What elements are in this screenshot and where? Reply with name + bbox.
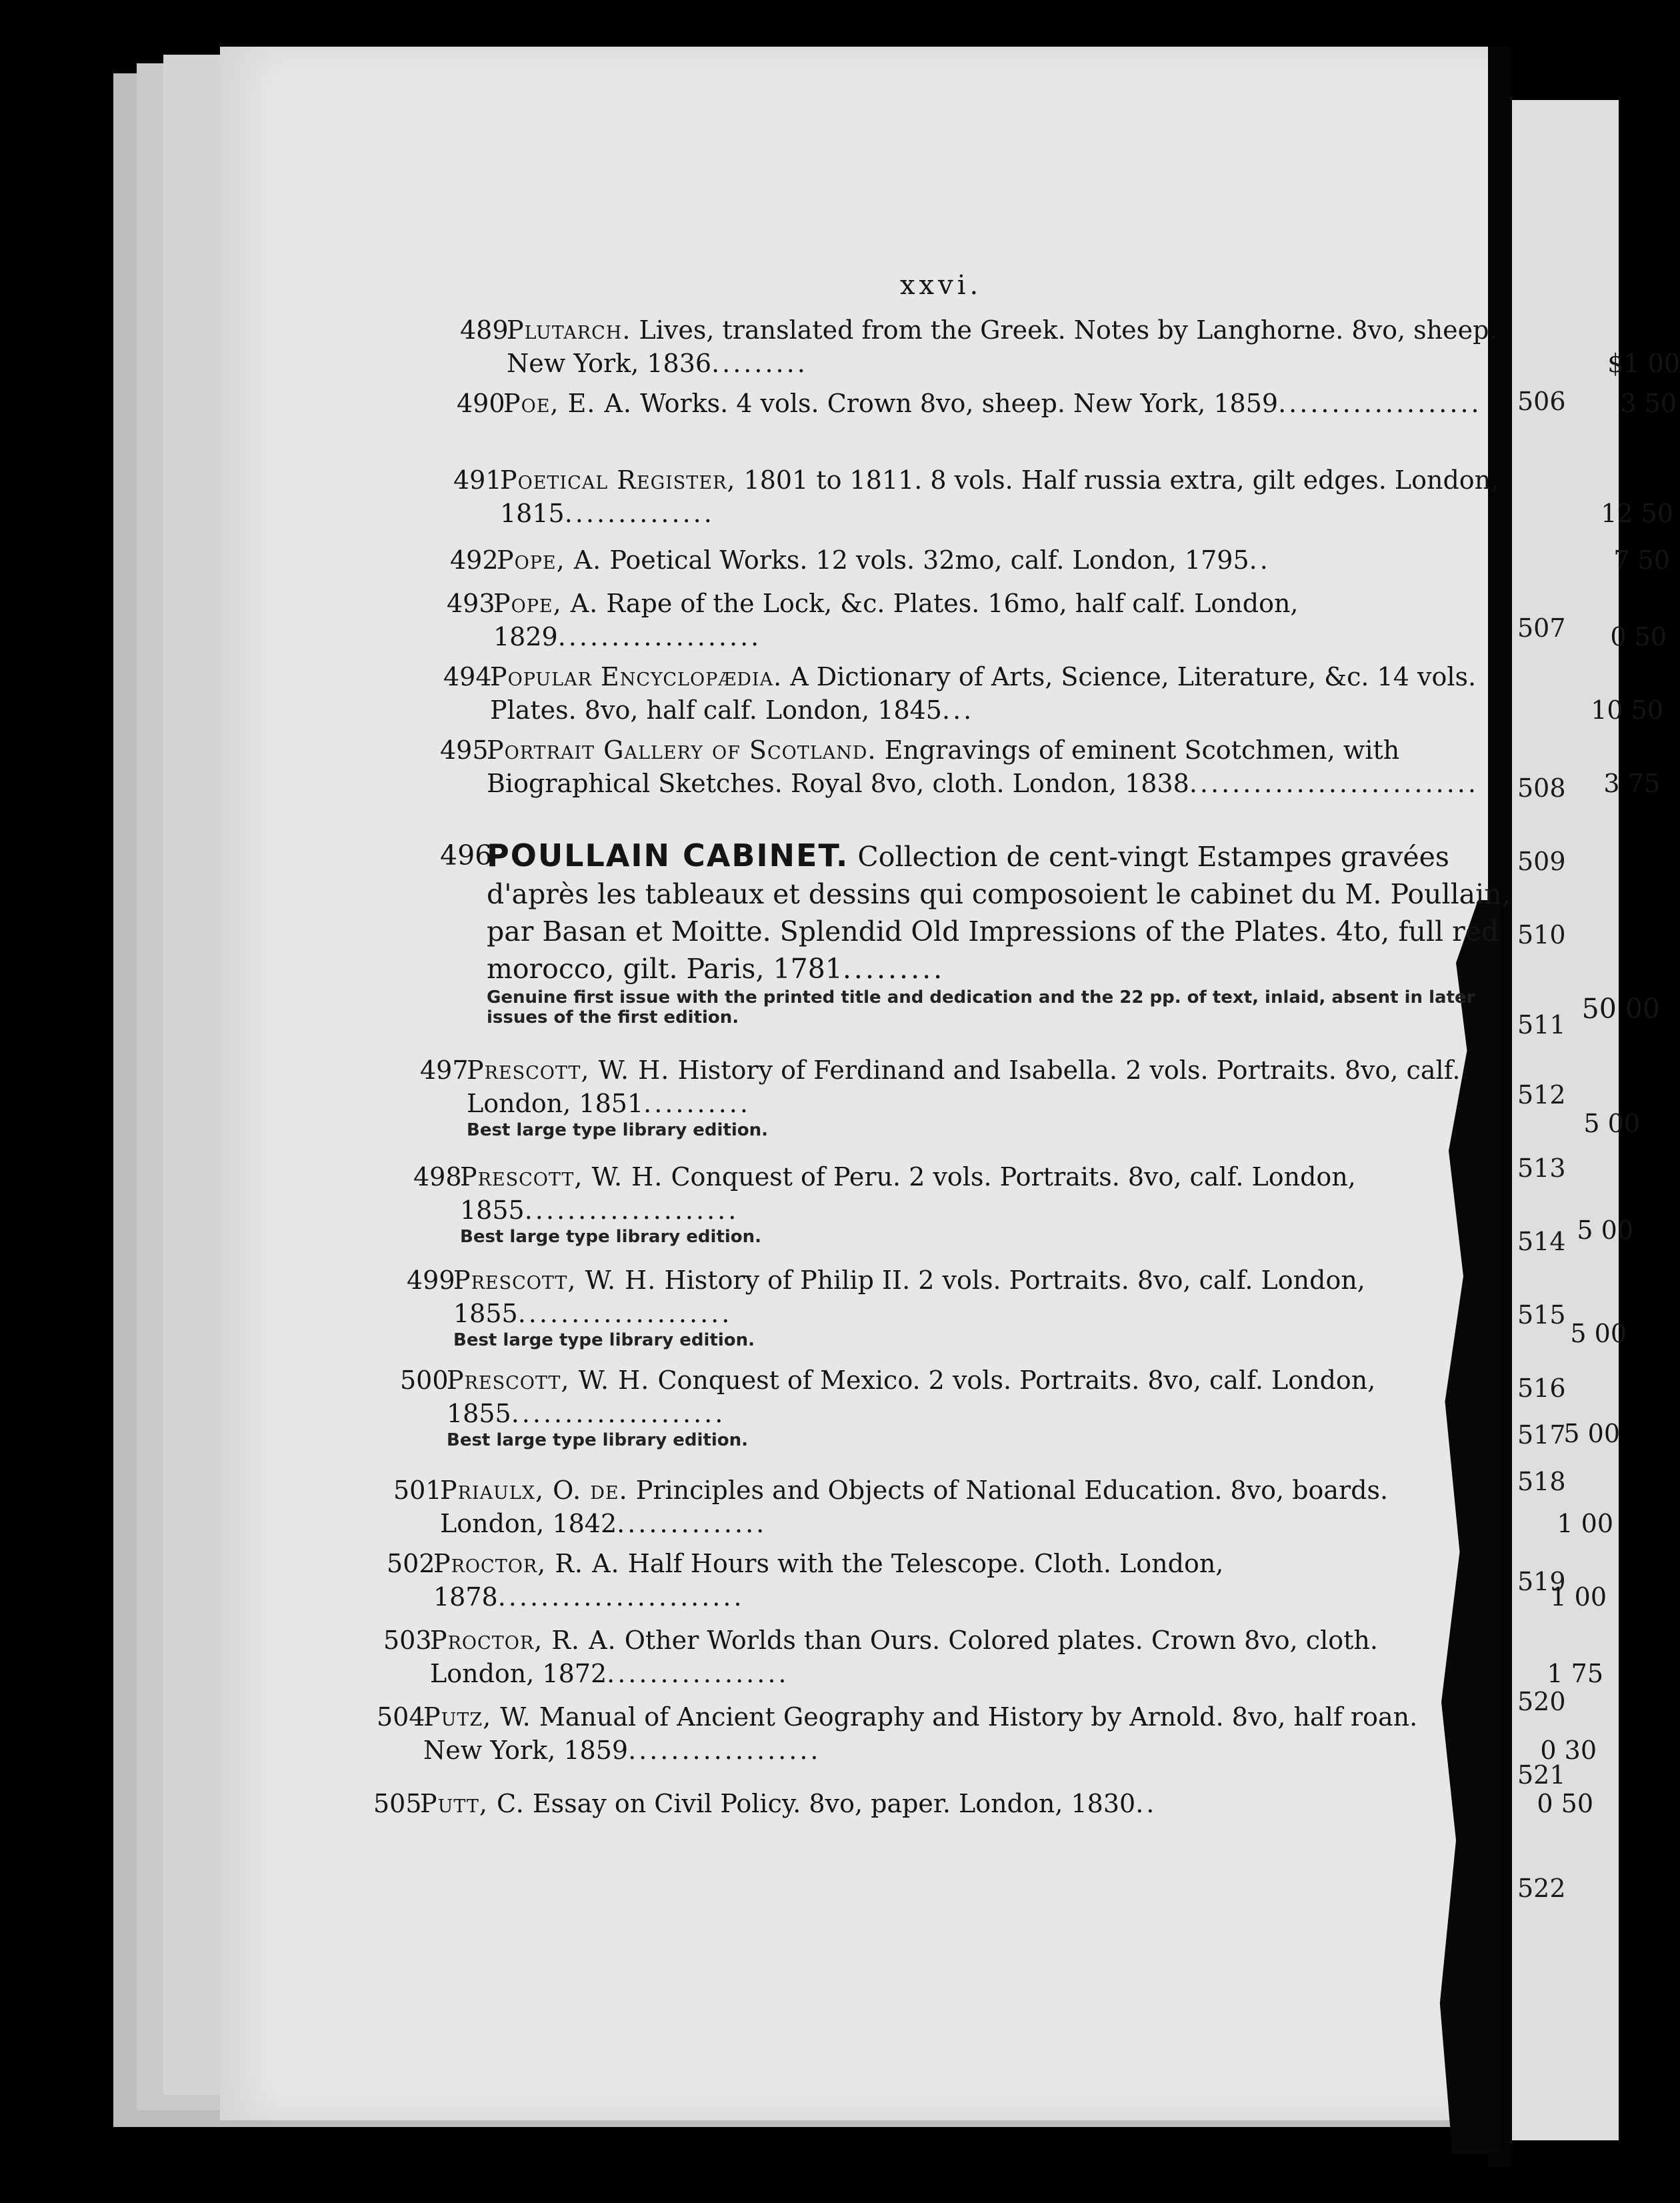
entry-price: 0 50 <box>1537 1789 1593 1818</box>
entry-description: Works. 4 vols. Crown 8vo, sheep. New York, 1859 <box>640 389 1279 418</box>
adjacent-entry-number: 522 <box>1517 1874 1566 1903</box>
entry-description: Conquest of Mexico. 2 vols. Portraits. 8vo, calf. London, 1855 <box>447 1366 1376 1428</box>
entry-price: 5 00 <box>1583 1109 1640 1138</box>
entry-author: Prescott, W. H. <box>467 1055 670 1085</box>
adjacent-entry-number: 508 <box>1517 773 1566 803</box>
entry-description: 1801 to 1811. 8 vols. Half russia extra, gilt edges. London, 1815 <box>500 465 1499 528</box>
entry-author: Pope, A. <box>497 545 602 575</box>
catalog-entry: 494 Popular Encyclopædia. A Dictionary of Arts, Science, Literature, &c. 14 vols. Plates. 8vo, half calf. London, 1845... 10 50 <box>490 660 1537 727</box>
catalog-entry: 502 Proctor, R. A. Half Hours with the Telescope. Cloth. London, 1878....................... 1 00 <box>433 1547 1480 1614</box>
entry-price: 10 50 <box>1591 695 1663 725</box>
catalog-entry: 498 Prescott, W. H. Conquest of Peru. 2 vols. Portraits. 8vo, calf. London, 1855.................... Best large type library edition. 5 00 <box>460 1160 1507 1247</box>
entry-number: 496 <box>440 839 493 871</box>
entry-author: Poe, E. A. <box>503 389 632 418</box>
entry-price: 5 00 <box>1563 1419 1620 1448</box>
entry-author: Putt, C. <box>420 1789 525 1818</box>
entry-description: History of Ferdinand and Isabella. 2 vols. Portraits. 8vo, calf. London, 1851 <box>467 1055 1461 1118</box>
entry-price: 12 50 <box>1601 499 1673 528</box>
adjacent-entry-number: 507 <box>1517 613 1566 643</box>
catalog-entry: 505 Putt, C. Essay on Civil Policy. 8vo, paper. London, 1830.. 0 50 <box>420 1787 1467 1820</box>
entry-description: Poetical Works. 12 vols. 32mo, calf. London, 1795 <box>609 545 1249 575</box>
adjacent-entry-number: 512 <box>1517 1080 1566 1110</box>
entry-description: Conquest of Peru. 2 vols. Portraits. 8vo, calf. London, 1855 <box>460 1162 1356 1225</box>
entry-number: 505 <box>373 1789 422 1818</box>
adjacent-entry-number: 511 <box>1517 1010 1566 1039</box>
adjacent-entry-number: 514 <box>1517 1227 1566 1256</box>
entry-number: 490 <box>457 389 505 418</box>
entry-author: Popular Encyclopædia. <box>490 662 783 691</box>
entry-author: POULLAIN CABINET. <box>487 837 849 873</box>
entry-note: Best large type library edition. <box>453 1330 755 1350</box>
entry-number: 502 <box>387 1549 435 1578</box>
catalog-entry: 500 Prescott, W. H. Conquest of Mexico. 2 vols. Portraits. 8vo, calf. London, 1855.................... Best large type library edition. 5 00 <box>447 1364 1493 1450</box>
entry-price: $1 00 <box>1607 349 1680 378</box>
catalog-entry: 491 Poetical Register, 1801 to 1811. 8 vols. Half russia extra, gilt edges. London, 1815.............. 12 50 <box>500 463 1547 530</box>
entry-price: 7 50 <box>1613 545 1670 575</box>
entry-price: 1 00 <box>1550 1582 1607 1612</box>
entry-price: 50 00 <box>1581 993 1660 1025</box>
entry-author: Portrait Gallery of Scotland. <box>487 735 877 765</box>
entry-note: Best large type library edition. <box>467 1120 769 1140</box>
adjacent-entry-number: 521 <box>1517 1760 1566 1790</box>
adjacent-entry-number: 515 <box>1517 1300 1566 1330</box>
entry-number: 495 <box>440 735 489 765</box>
catalog-entry: 501 Priaulx, O. de. Principles and Objects of National Education. 8vo, boards. London, 1842.............. 1 00 <box>440 1474 1487 1540</box>
catalog-entry: 489 Plutarch. Lives, translated from the Greek. Notes by Langhorne. 8vo, sheep. New York, 1836......... $1 00 <box>507 313 1553 380</box>
entry-author: Proctor, R. A. <box>433 1549 620 1578</box>
adjacent-entry-number: 510 <box>1517 920 1566 949</box>
catalog-entry: 495 Portrait Gallery of Scotland. Engravings of eminent Scotchmen, with Biographical Sketches. Royal 8vo, cloth. London, 1838........................... 3 75 <box>487 733 1533 800</box>
adjacent-entry-number: 506 <box>1517 387 1566 416</box>
catalog-entry: 504 Putz, W. Manual of Ancient Geography and History by Arnold. 8vo, half roan. New York, 1859.................. 0 30 <box>423 1700 1470 1767</box>
entry-author: Proctor, R. A. <box>430 1626 617 1655</box>
entry-author: Plutarch. <box>507 315 631 345</box>
catalog-entry-featured: 496 POULLAIN CABINET. Collection de cent-vingt Estampes gravées d'après les tableaux et dessins qui composoient le cabinet du M. Poullain, par Basan et Moitte. Splendid Old Impressions of the Plates. 4to, full red morocco, gilt. Paris, 1781......... Genuine first issue with the printed title and dedication and the 22 pp. of text, inlaid, absent in later issues of the first edition. 50 00 <box>440 837 1660 1027</box>
entry-number: 493 <box>447 589 495 618</box>
entry-author: Priaulx, O. de. <box>440 1476 628 1505</box>
catalog-entry: 503 Proctor, R. A. Other Worlds than Ours. Colored plates. Crown 8vo, cloth. London, 1872................. 1 75 <box>430 1624 1477 1690</box>
entry-author: Prescott, W. H. <box>453 1266 657 1295</box>
entry-description: Rape of the Lock, &c. Plates. 16mo, half calf. London, 1829 <box>493 589 1299 651</box>
entry-price: 0 50 <box>1610 622 1667 651</box>
page-number: xxvi. <box>900 270 983 301</box>
entry-description: History of Philip II. 2 vols. Portraits. 8vo, calf. London, 1855 <box>453 1266 1365 1328</box>
entry-description: Half Hours with the Telescope. Cloth. London, 1878 <box>433 1549 1224 1612</box>
entry-author: Putz, W. <box>423 1702 531 1732</box>
entry-author: Poetical Register, <box>500 465 736 495</box>
entry-number: 500 <box>400 1366 449 1395</box>
entry-price: 3 50 <box>1620 389 1677 418</box>
entry-price: 1 75 <box>1547 1659 1603 1688</box>
catalog-entry: 497 Prescott, W. H. History of Ferdinand and Isabella. 2 vols. Portraits. 8vo, calf. London, 1851.......... Best large type library edition. 5 00 <box>467 1053 1513 1140</box>
adjacent-entry-number: 513 <box>1517 1154 1566 1183</box>
entry-author: Prescott, W. H. <box>447 1366 650 1395</box>
entry-number: 489 <box>460 315 509 345</box>
adjacent-entry-number: 517 <box>1517 1420 1566 1450</box>
catalog-entry: 493 Pope, A. Rape of the Lock, &c. Plates. 16mo, half calf. London, 1829................... 0 50 <box>493 587 1540 653</box>
entry-author: Pope, A. <box>493 589 599 618</box>
adjacent-entry-number: 519 <box>1517 1567 1566 1596</box>
entry-description: Other Worlds than Ours. Colored plates. Crown 8vo, cloth. London, 1872 <box>430 1626 1378 1688</box>
entry-number: 492 <box>450 545 499 575</box>
entry-number: 501 <box>393 1476 442 1505</box>
entry-description: Collection de cent-vingt Estampes gravées d'après les tableaux et dessins qui composoient le cabinet du M. Poullain, par Basan et Moitte. Splendid Old Impressions of the Plates. 4to, full red morocco, gilt. Paris, 1781 <box>487 841 1511 985</box>
entry-number: 503 <box>383 1626 432 1655</box>
entry-number: 491 <box>453 465 502 495</box>
entry-description: Principles and Objects of National Education. 8vo, boards. London, 1842 <box>440 1476 1389 1538</box>
entry-price: 5 00 <box>1577 1216 1633 1245</box>
entry-note: Genuine first issue with the printed title and dedication and the 22 pp. of text, inlaid, absent in later issues of the first edition. <box>487 987 1475 1027</box>
entry-description: Manual of Ancient Geography and History by Arnold. 8vo, half roan. New York, 1859 <box>423 1702 1418 1765</box>
entry-description: Lives, translated from the Greek. Notes by Langhorne. 8vo, sheep. New York, 1836 <box>507 315 1497 378</box>
entry-note: Best large type library edition. <box>460 1227 762 1247</box>
adjacent-entry-number: 518 <box>1517 1467 1566 1496</box>
entry-price: 3 75 <box>1603 769 1660 798</box>
entry-number: 497 <box>420 1055 469 1085</box>
entry-author: Prescott, W. H. <box>460 1162 663 1192</box>
catalog-entry: 490 Poe, E. A. Works. 4 vols. Crown 8vo, sheep. New York, 1859................... 3 50 <box>503 387 1550 420</box>
adjacent-entry-number: 520 <box>1517 1687 1566 1716</box>
catalog-entry: 492 Pope, A. Poetical Works. 12 vols. 32mo, calf. London, 1795.. 7 50 <box>497 543 1543 577</box>
entry-number: 504 <box>377 1702 425 1732</box>
entry-description: A Dictionary of Arts, Science, Literature, &c. 14 vols. Plates. 8vo, half calf. London, 1845 <box>490 662 1477 725</box>
entry-note: Best large type library edition. <box>447 1430 749 1450</box>
adjacent-entry-number: 509 <box>1517 847 1566 876</box>
entry-number: 499 <box>407 1266 455 1295</box>
entry-description: Essay on Civil Policy. 8vo, paper. London, 1830 <box>532 1789 1136 1818</box>
entry-number: 498 <box>413 1162 462 1192</box>
entry-price: 0 30 <box>1540 1736 1597 1765</box>
entry-price: 1 00 <box>1557 1509 1613 1538</box>
entry-description: Engravings of eminent Scotchmen, with Biographical Sketches. Royal 8vo, cloth. London, 1838 <box>487 735 1400 798</box>
adjacent-entry-number: 516 <box>1517 1374 1566 1403</box>
entry-price: 5 00 <box>1570 1319 1627 1348</box>
entry-number: 494 <box>443 662 492 691</box>
catalog-entry: 499 Prescott, W. H. History of Philip II. 2 vols. Portraits. 8vo, calf. London, 1855.................... Best large type library edition. 5 00 <box>453 1264 1500 1350</box>
